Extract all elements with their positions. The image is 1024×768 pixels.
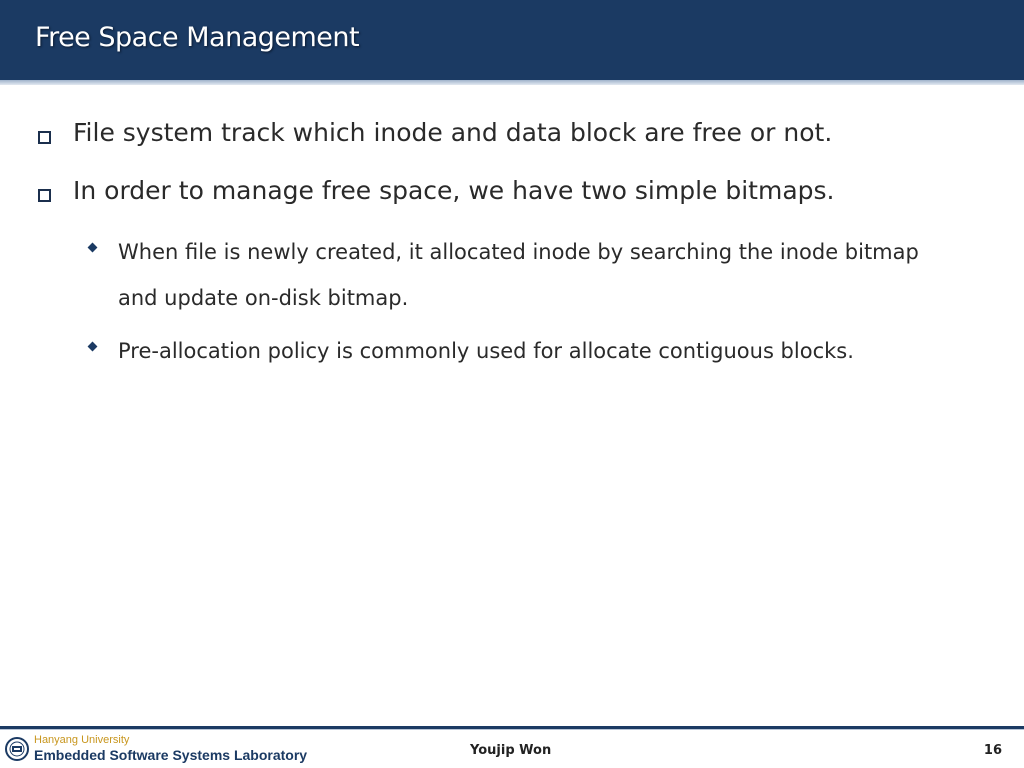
university-name: Hanyang University: [34, 734, 130, 746]
title-bar: [0, 0, 1024, 80]
university-seal-icon: [5, 736, 29, 762]
bullet-text: File system track which inode and data block are free or not.: [73, 118, 833, 147]
author-name: Youjip Won: [470, 743, 552, 758]
diamond-bullet-icon: [88, 243, 98, 253]
lab-name: Embedded Software Systems Laboratory: [34, 747, 308, 763]
title-underline: [0, 80, 1024, 85]
footer-divider-shadow: [0, 729, 1024, 730]
page-number: 16: [983, 743, 1002, 758]
sub-bullet-text: When file is newly created, it allocated inode by searching the inode bitmap and update on-disk bitmap.: [118, 240, 919, 310]
square-bullet-icon: [38, 131, 51, 144]
square-bullet-icon: [38, 189, 51, 202]
sub-bullet-text: Pre-allocation policy is commonly used for allocate contiguous blocks.: [118, 339, 854, 363]
bullet-text: In order to manage free space, we have two simple bitmaps.: [73, 176, 835, 205]
slide-title: Free Space Management: [35, 22, 360, 53]
diamond-bullet-icon: [88, 342, 98, 352]
